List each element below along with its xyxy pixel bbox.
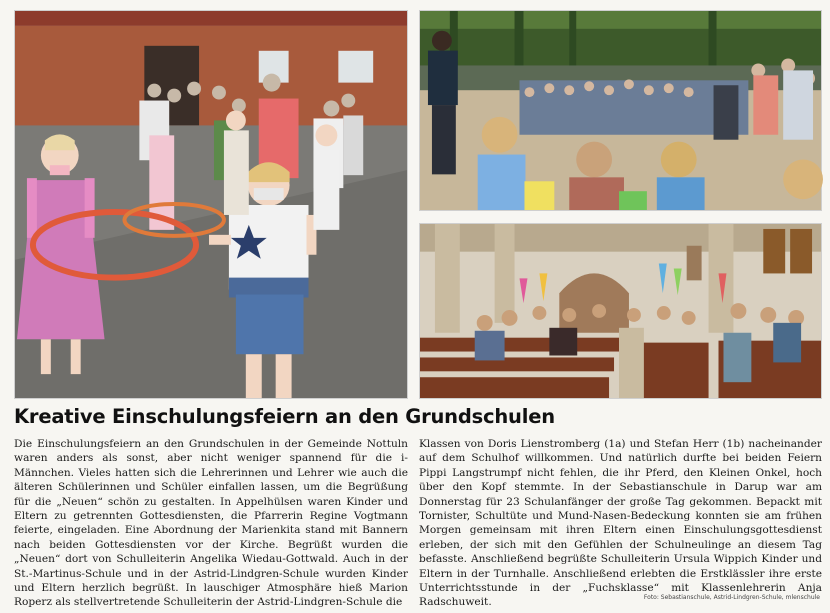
article-body-column-right: Klassen von Doris Lienstromberg (1a) und Stefan Herr (1b) nacheinander auf dem Schulhof willkommen. Und natürlich durfte bei beiden Feiern Pippi Langstrumpf nicht fehlen, die ihr Pferd, den Kleinen Onkel, hoch über den Kopf stemmte. In der Sebastianschule in Darup war am Donnerstag für 23 Schulanfänger der große Tag gekommen. Bepackt mit Tornister, Schultüte und Mund-Nasen-Bedeckung konnten sie am frühen Morgen gemeinsam mit ihren Eltern einen Einschulungsgottesdienst erleben, der sich mit den Gefühlen der Schulneulinge an diesem Tag befasste. Anschließend begrüßte Schulleiterin Ursula Wippich Kinder und Eltern in der Turnhalle. Anschließend erlebten die Erstklässler ihre erste Unterrichtsstunde in der „Fuchsklasse“ mit Klassenlehrerin Anja Radschuweit.	[419, 438, 822, 609]
photo-credit: Foto: Sebastianschule, Astrid-Lindgren-Schule, mlenschule	[643, 594, 820, 601]
article-body-column-left: Die Einschulungsfeiern an den Grundschulen in der Gemeinde Nottuln waren anders als sonst, aber nicht weniger spannend für die i-Männchen. Vieles hatten sich die Lehrerinnen und Lehrer wie auch die älteren Schülerinnen und Schüler einfallen lassen, um die Begrüßung für die „Neuen“ schön zu gestalten. In Appelhülsen waren Kinder und Eltern zu getrennten Gottesdiensten, die Pfarrerin Regine Vogtmann feierte, eingeladen. Eine Abordnung der Marienkita stand mit Bannern nach beiden Gottesdiensten vor der Kirche. Begrüßt wurden die „Neuen“ dort von Schulleiterin Angelika Wiedau-Gottwald. Auch in der St.-Martinus-Schule und in der Astrid-Lindgren-Schule wurden Kinder und Eltern herzlich begrüßt. In lauschiger Atmosphäre hieß Marion Roperz als stellvertretende Schulleiterin der Astrid-Lindgren-Schule die	[14, 438, 408, 609]
photo-schoolyard	[14, 10, 408, 399]
photo-church-service	[419, 223, 822, 399]
article-headline: Kreative Einschulungsfeiern an den Grundschulen	[14, 405, 555, 428]
photo-outdoor-ceremony	[419, 10, 822, 211]
